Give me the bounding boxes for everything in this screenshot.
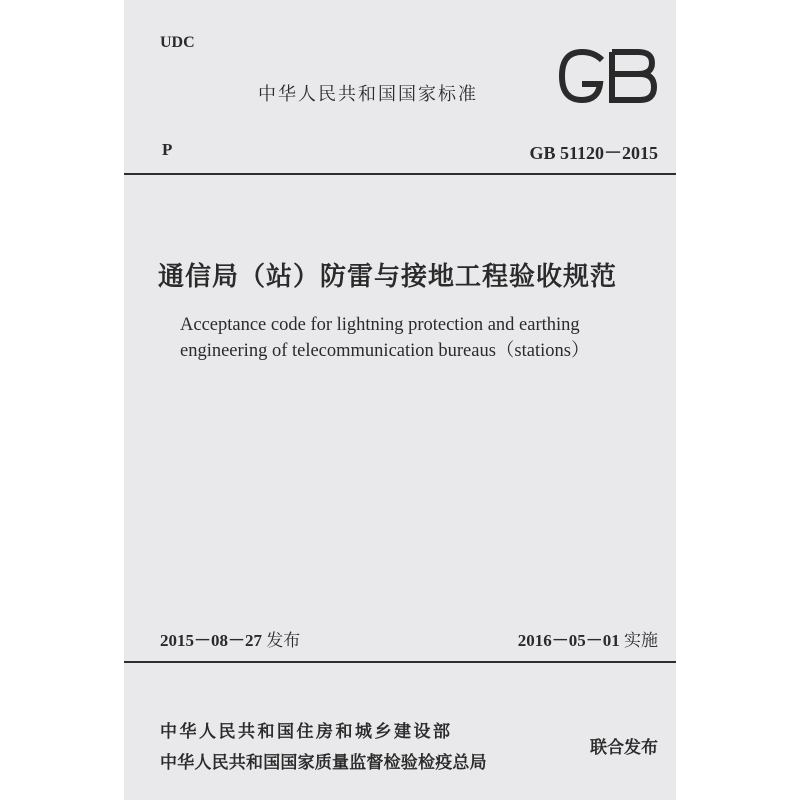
bottom-divider <box>124 661 676 663</box>
standard-number: GB 51120－2015 <box>529 143 658 163</box>
category-code: P <box>162 140 173 159</box>
issue-date <box>160 626 300 651</box>
title-english-line-2: engineering of telecommunication bureaus（stations） <box>180 341 590 361</box>
issue-date-value: 2015－08－27 <box>160 631 262 650</box>
title-english-line-1: Acceptance code for lightning protection and earthing <box>180 315 580 335</box>
implementation-date-value: 2016－05－01 <box>517 631 620 650</box>
standard-cover <box>124 0 676 800</box>
title-english <box>180 312 589 364</box>
national-standard-label: 中华人民共和国国家标准 <box>258 84 478 105</box>
udc-label: UDC <box>160 34 195 51</box>
implementation-date <box>518 626 658 651</box>
gb-logo-icon <box>554 46 660 106</box>
gb-logo-text: GB <box>607 104 609 105</box>
publisher-ministry: 中华人民共和国住房和城乡建设部 <box>160 722 453 742</box>
issue-label: 发布 <box>266 631 301 651</box>
publisher-aqsiq: 中华人民共和国国家质量监督检验检疫总局 <box>160 753 487 773</box>
top-divider <box>124 173 676 175</box>
joint-issue-label: 联合发布 <box>590 738 658 758</box>
title-chinese: 通信局（站）防雷与接地工程验收规范 <box>158 262 618 292</box>
implementation-label: 实施 <box>624 631 658 651</box>
